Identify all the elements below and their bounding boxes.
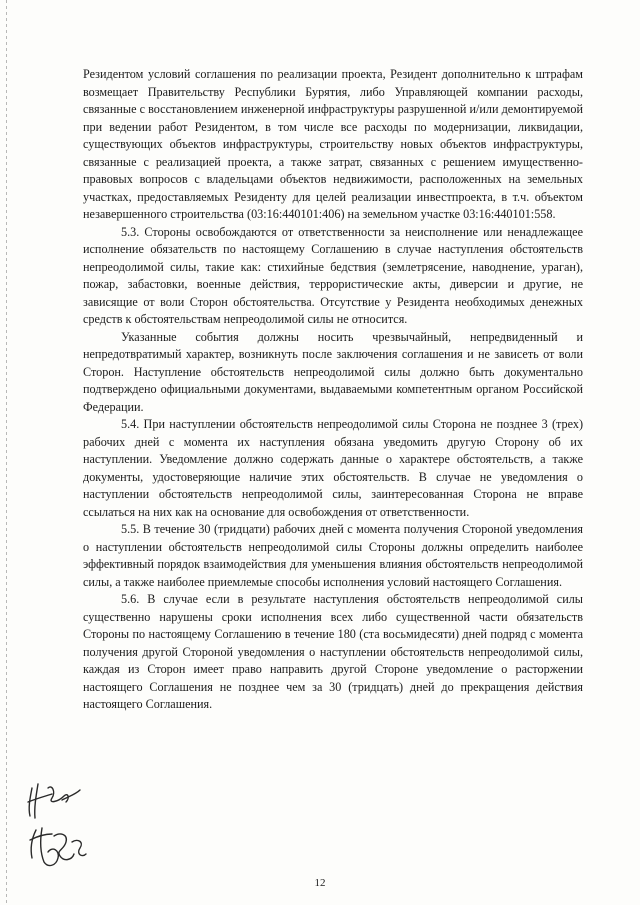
paragraph-5-6: 5.6. В случае если в результате наступления обстоятельств непреодолимой силы существенно нарушены сроки исполнения всех либо существенной части обязательств Стороны по настоящему Соглашению в течение 180 (ста восьмидесяти) дней подряд с момента получения другой Стороной уведомления о наступлении обстоятельств непреодолимой силы, каждая из Сторон имеет право направить другой Стороне уведомление о расторжении настоящего Соглашения не позднее чем за 30 (тридцать) дней до прекращения действия настоящего Соглашения. bbox=[83, 592, 583, 711]
page-number: 12 bbox=[314, 877, 326, 889]
paragraph-5-5: 5.5. В течение 30 (тридцати) рабочих дней с момента получения Стороной уведомления о наступлении обстоятельств непреодолимой силы Стороны должны определить наиболее эффективный порядок взаимодействия для уменьшения влияния обстоятельств непреодолимой силы, а также наиболее приемлемые способы исполнения условий настоящего Соглашения. bbox=[83, 522, 583, 589]
paragraph-force-majeure-events: Указанные события должны носить чрезвычайный, непредвиденный и непредотвратимый характер, возникнуть после заключения соглашения и не зависеть от воли Сторон. Наступление обстоятельств непреодолимой силы должно быть документально подтверждено официальными документами, выдаваемыми компетентным органом Российской Федерации. bbox=[83, 329, 583, 414]
paragraph-continuation: Резидентом условий соглашения по реализации проекта, Резидент дополнительно к штрафам возмещает Правительству Республики Бурятия, либо Управляющей компании расходы, связанные с восстановлением инженерной инфраструктуры разрушенной и/или демонтируемой при ведении работ Резидентом, в том числе все расходы по модернизации, ликвидации, существующих объектов инфраструктуры, строительству новых объектов инфраструктуры, связанные с реализацией проекта, а также затрат, связанных с решением имущественно-правовых вопросов с владельцами объектов недвижимости, расположенных на земельных участках, предоставляемых Резиденту для целей реализации инвестпроекта, в т.ч. объектом незавершенного строительства (03:16:440101:406) на земельном участке 03:16:440101:558. bbox=[83, 67, 583, 221]
paragraph-5-4: 5.4. При наступлении обстоятельств непреодолимой силы Сторона не позднее 3 (трех) рабочих дней с момента их наступления обязана уведомить другую Сторону об их наступлении. Уведомление должно содержать данные о характере обстоятельств, а также документы, удостоверяющие наличие этих обстоятельств. В случае не уведомления о наступлении обстоятельств непреодолимой силы, заинтересованная Сторона не вправе ссылаться на них как на основание для освобождения от ответственности. bbox=[83, 417, 583, 519]
handwritten-signature bbox=[18, 778, 98, 874]
scan-edge bbox=[6, 0, 7, 905]
document-body bbox=[83, 66, 583, 714]
paragraph-5-3: 5.3. Стороны освобождаются от ответственности за неисполнение или ненадлежащее исполнение обязательств по настоящему Соглашению в случае наступления обстоятельств непреодолимой силы, такие как: стихийные бедствия (землетрясение, наводнение, ураган), пожар, забастовки, военные действия, террористические акты, диверсии и другие, не зависящие от воли Сторон обстоятельства. Отсутствие у Резидента необходимых денежных средств к обстоятельствам непреодолимой силы не относится. bbox=[83, 224, 583, 326]
